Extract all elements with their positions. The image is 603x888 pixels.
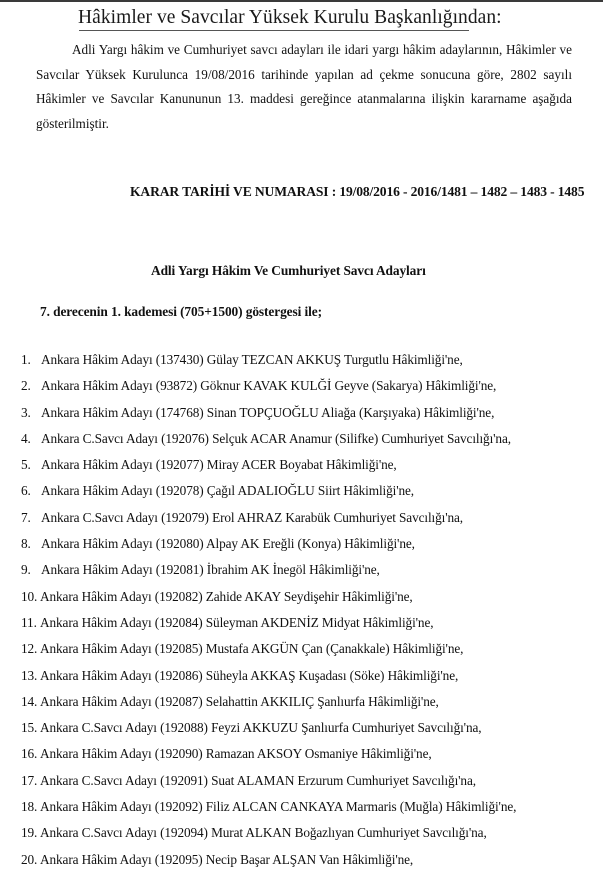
item-number: 1. (21, 352, 31, 367)
item-number: 6. (21, 483, 31, 499)
item-text: Ankara Hâkim Adayı (174768) Sinan TOPÇUOĞLU Aliağa (Karşıyaka) Hâkimliği'ne, (41, 404, 495, 420)
item-text: Ankara Hâkim Adayı (192086) Süheyla AKKAŞ Kuşadası (Söke) Hâkimliği'ne, (40, 667, 459, 683)
top-border-rule (0, 0, 603, 2)
item-number: 7. (21, 509, 31, 525)
intro-line: Hâkimler ve Savcılar Kanununun 13. maddesi gereğince atanmalarına ilişkin kararname aşağıda (36, 91, 572, 106)
section-heading: Adli Yargı Hâkim Ve Cumhuriyet Savcı Adayları (151, 263, 426, 278)
item-text: Ankara Hâkim Adayı (192090) Ramazan AKSOY Osmaniye Hâkimliği'ne, (40, 746, 432, 762)
item-text: Ankara C.Savcı Adayı (192076) Selçuk ACAR Anamur (Silifke) Cumhuriyet Savcılığı'na, (41, 430, 511, 446)
intro-paragraph (36, 38, 572, 136)
item-number: 9. (21, 562, 31, 578)
item-text: Ankara Hâkim Adayı (192087) Selahattin AKKILIÇ Şanlıurfa Hâkimliği'ne, (40, 693, 439, 709)
intro-line: Adli Yargı hâkim ve Cumhuriyet savcı adayları ile idari yargı hâkim adaylarının, Hâkimler ve (72, 42, 572, 57)
item-text: Ankara Hâkim Adayı (192095) Necip Başar ALŞAN Van Hâkimliği'ne, (40, 851, 414, 867)
item-number: 12. (21, 641, 38, 657)
item-text: Ankara Hâkim Adayı (192081) İbrahim AK İnegöl Hâkimliği'ne, (41, 562, 380, 578)
item-text: Ankara Hâkim Adayı (192077) Miray ACER Boyabat Hâkimliği'ne, (41, 457, 397, 473)
item-number: 18. (21, 799, 38, 815)
item-text: Ankara Hâkim Adayı (192084) Süleyman AKDENİZ Midyat Hâkimliği'ne, (40, 614, 434, 630)
item-text: Ankara Hâkim Adayı (137430) Gülay TEZCAN AKKUŞ Turgutlu Hâkimliği'ne, (41, 352, 463, 367)
item-number: 13. (21, 667, 38, 683)
item-number: 15. (21, 720, 38, 736)
decision-date-number: KARAR TARİHİ VE NUMARASI : 19/08/2016 - 2016/1481 – 1482 – 1483 - 1485 (130, 184, 585, 199)
document-title: Hâkimler ve Savcılar Yüksek Kurulu Başkanlığından: (78, 7, 502, 28)
item-number: 11. (21, 614, 37, 630)
item-text: Ankara C.Savcı Adayı (192079) Erol AHRAZ Karabük Cumhuriyet Savcılığı'na, (41, 509, 464, 525)
item-number: 19. (21, 825, 38, 841)
item-text: Ankara Hâkim Adayı (192092) Filiz ALCAN CANKAYA Marmaris (Muğla) Hâkimliği'ne, (40, 799, 517, 815)
item-number: 16. (21, 746, 38, 762)
item-text: Ankara C.Savcı Adayı (192088) Feyzi AKKUZU Şanlıurfa Cumhuriyet Savcılığı'na, (40, 720, 482, 736)
item-text: Ankara Hâkim Adayı (192080) Alpay AK Ereğli (Konya) Hâkimliği'ne, (41, 536, 415, 552)
item-text: Ankara Hâkim Adayı (192078) Çağıl ADALIOĞLU Siirt Hâkimliği'ne, (41, 483, 414, 499)
item-number: 14. (21, 693, 38, 709)
item-number: 17. (21, 772, 38, 788)
item-text: Ankara Hâkim Adayı (192085) Mustafa AKGÜN Çan (Çanakkale) Hâkimliği'ne, (40, 641, 464, 657)
item-number: 10. (21, 588, 38, 604)
item-number: 5. (21, 457, 31, 473)
item-number: 8. (21, 536, 31, 552)
item-text: Ankara C.Savcı Adayı (192091) Suat ALAMAN Erzurum Cumhuriyet Savcılığı'na, (40, 772, 476, 788)
item-number: 2. (21, 378, 31, 394)
intro-line: Savcılar Yüksek Kurulunca 19/08/2016 tarihinde yapılan ad çekme sonucuna göre, 2802 sayılı (36, 66, 572, 82)
item-number: 4. (21, 430, 31, 446)
intro-line: gösterilmiştir. (36, 115, 109, 131)
item-number: 20. (21, 851, 38, 867)
item-text: Ankara Hâkim Adayı (93872) Göknur KAVAK KULĞİ Geyve (Sakarya) Hâkimliği'ne, (41, 378, 497, 394)
item-number: 3. (21, 404, 31, 420)
grade-line: 7. derecenin 1. kademesi (705+1500) göstergesi ile; (40, 304, 322, 319)
item-text: Ankara C.Savcı Adayı (192094) Murat ALKAN Boğazlıyan Cumhuriyet Savcılığı'na, (40, 825, 487, 841)
title-underline (79, 30, 469, 31)
item-text: Ankara Hâkim Adayı (192082) Zahide AKAY Seydişehir Hâkimliği'ne, (40, 588, 413, 604)
